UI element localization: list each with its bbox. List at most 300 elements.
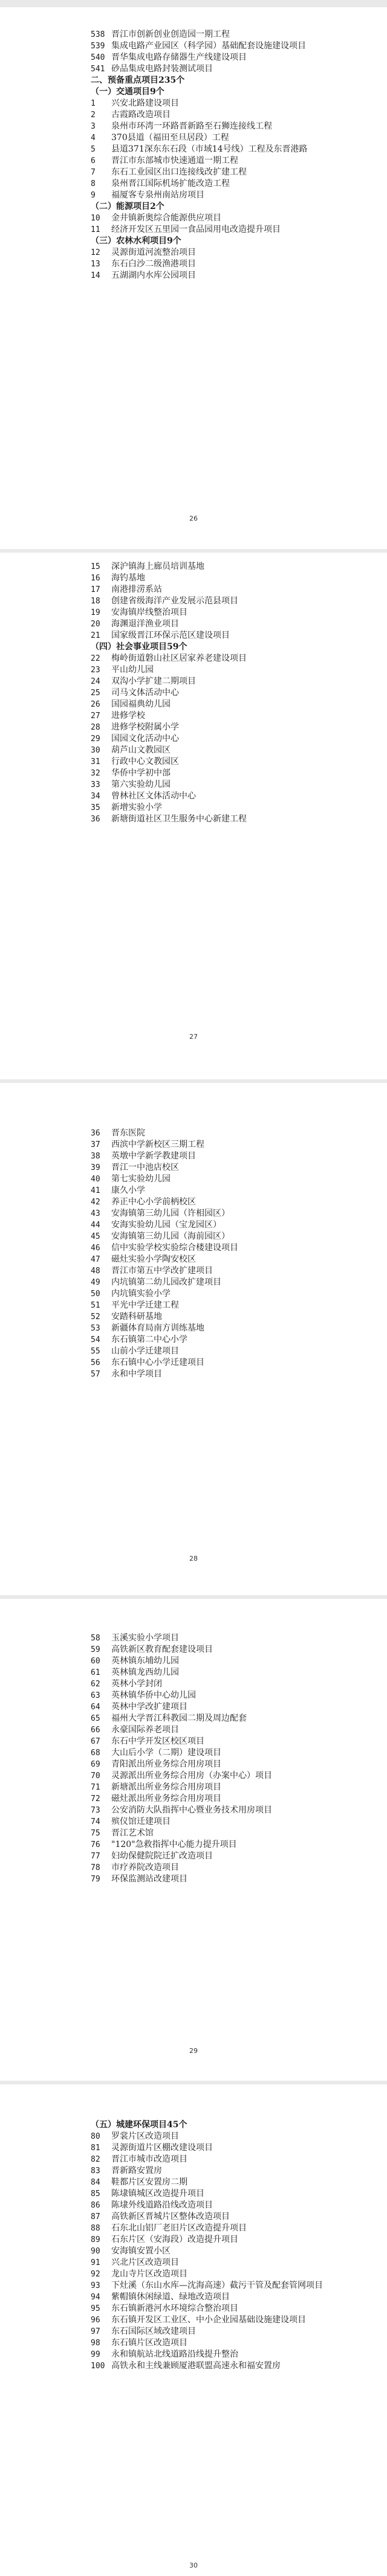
item-text: 双沟小学扩建二期项目 <box>111 676 196 686</box>
document-page <box>0 553 387 1079</box>
list-item <box>91 1277 345 1288</box>
item-number: 90 <box>91 2247 100 2256</box>
list-item <box>91 1346 345 1357</box>
list-item <box>91 1851 345 1862</box>
list-item <box>91 2360 345 2372</box>
item-text: 英林小学封闭 <box>111 1679 162 1689</box>
item-number: 59 <box>91 1645 100 1654</box>
list-item <box>91 1874 345 1885</box>
list-item <box>91 756 345 768</box>
item-number: 55 <box>91 1347 100 1356</box>
item-text: 英墩中学新学教建项目 <box>111 1151 196 1161</box>
list-item <box>91 1174 345 1185</box>
item-number: 49 <box>91 1278 100 1287</box>
item-number: 66 <box>91 1726 100 1735</box>
item-number: 11 <box>91 225 100 234</box>
item-number: 36 <box>91 1129 100 1138</box>
item-number: 70 <box>91 1771 100 1781</box>
item-number: 52 <box>91 1312 100 1322</box>
item-number: 539 <box>91 42 105 51</box>
item-text: 大山后小学（二期）建设项目 <box>111 1748 221 1758</box>
list-item <box>91 1300 345 1311</box>
item-number: 20 <box>91 620 100 629</box>
item-text: 第七实验幼儿园 <box>111 1174 171 1184</box>
list-item <box>91 1242 345 1254</box>
list-item <box>91 2337 345 2349</box>
list-item <box>91 178 345 190</box>
item-text: 东石镇新港河水环境综合整治项目 <box>111 2304 238 2313</box>
item-text: 海渊退洋渔业项目 <box>111 619 179 629</box>
item-number: 96 <box>91 2316 100 2325</box>
item-text: "120"急救指挥中心能力提升项目 <box>111 1840 237 1849</box>
list-item <box>91 1701 345 1713</box>
item-number: 82 <box>91 2155 100 2164</box>
item-text: 灵源街道片区棚改建设项目 <box>111 2143 213 2153</box>
list-item <box>91 2188 345 2200</box>
item-text: 南港排涝系站 <box>111 585 162 594</box>
item-text: 福州大学晋江科教园二期及周边配套 <box>111 1714 247 1723</box>
list-item <box>91 1254 345 1265</box>
list-item <box>91 561 345 573</box>
list-item <box>91 1805 345 1816</box>
item-number: 89 <box>91 2235 100 2244</box>
item-number: 91 <box>91 2258 100 2267</box>
item-number: 22 <box>91 654 100 663</box>
list-item <box>91 722 345 733</box>
list-item <box>91 109 345 121</box>
list-item <box>91 814 345 825</box>
section-heading <box>91 201 345 213</box>
item-text: 公安消防大队指挥中心暨业务技术用房项目 <box>111 1805 272 1815</box>
list-item <box>91 1644 345 1656</box>
page-number: 30 <box>189 2562 198 2569</box>
list-item <box>91 1839 345 1851</box>
list-item <box>91 1816 345 1828</box>
item-text: 平山幼儿园 <box>111 665 154 675</box>
item-number: 12 <box>91 248 100 257</box>
item-text: 晋华集成电路存储器生产线建设项目 <box>111 53 247 62</box>
list-item <box>91 2223 345 2234</box>
list-item <box>91 1162 345 1174</box>
item-text: 市疗养院改造项目 <box>111 1863 179 1872</box>
item-number: 15 <box>91 562 100 571</box>
list-item <box>91 1759 345 1770</box>
item-number: 24 <box>91 677 100 686</box>
item-text: 华侨中学初中部 <box>111 768 171 778</box>
item-number: 2 <box>91 111 96 120</box>
item-text: 县道371深东东石段（市域14号线）工程及东晋港路 <box>111 144 308 154</box>
item-text: 平光中学迁建工程 <box>111 1300 179 1310</box>
item-text: 高铁新区教育配套建设项目 <box>111 1645 213 1654</box>
item-text: 晋江艺术馆 <box>111 1828 154 1838</box>
item-text: 山前小学迁建项目 <box>111 1346 179 1356</box>
item-number: 100 <box>91 2362 105 2371</box>
list-item <box>91 2142 345 2154</box>
item-text: 罗裳片区改造项目 <box>111 2131 179 2141</box>
document-page <box>0 7 387 549</box>
list-item <box>91 1736 345 1747</box>
item-number: 73 <box>91 1806 100 1815</box>
item-number: 27 <box>91 711 100 721</box>
list-item <box>91 144 345 155</box>
item-text: 晋江市第五中学改扩建项目 <box>111 1266 213 1276</box>
item-number: 88 <box>91 2224 100 2233</box>
item-text: 内坑镇实验小学 <box>111 1289 171 1299</box>
item-number: 85 <box>91 2189 100 2199</box>
list-item <box>91 1747 345 1759</box>
item-number: 36 <box>91 815 100 824</box>
item-text: 英林镇东埔幼儿园 <box>111 1656 179 1666</box>
item-text: 陈埭镇城区改造提升项目 <box>111 2189 204 2199</box>
item-text: 新疆体育局南方训练基地 <box>111 1323 204 1333</box>
item-number: 46 <box>91 1244 100 1253</box>
item-text: 永和中学项目 <box>111 1369 162 1379</box>
item-number: 37 <box>91 1140 100 1149</box>
item-number: 77 <box>91 1852 100 1861</box>
item-number: 30 <box>91 746 100 755</box>
list-item <box>91 664 345 676</box>
list-item <box>91 121 345 132</box>
item-text: 紫帽镇休闲绿道、绿地改造项目 <box>111 2292 230 2302</box>
item-number: 7 <box>91 168 96 177</box>
list-item <box>91 167 345 178</box>
item-text: 梅岭街道磐山社区居家养老建设项目 <box>111 654 247 663</box>
item-number: 63 <box>91 1691 100 1700</box>
item-number: 92 <box>91 2270 100 2279</box>
list-item <box>91 1724 345 1736</box>
item-number: 87 <box>91 2212 100 2221</box>
item-text: 石东片区（安海段）改造提升项目 <box>111 2235 238 2244</box>
item-text: 鞋都片区安置房二期 <box>111 2177 187 2187</box>
item-number: 69 <box>91 1760 100 1769</box>
item-text: 晋江市东部城市快速通道一期工程 <box>111 156 238 165</box>
list-item <box>91 687 345 699</box>
item-text: 晋江市创新创业创造园一期工程 <box>111 30 230 39</box>
list-item <box>91 2314 345 2326</box>
item-number: 13 <box>91 260 100 269</box>
item-text: 环保监测站改建项目 <box>111 1874 187 1884</box>
item-number: 5 <box>91 145 96 154</box>
list-item <box>91 2200 345 2211</box>
item-text: 磁灶实验小学陶安校区 <box>111 1254 196 1264</box>
item-number: 48 <box>91 1267 100 1276</box>
item-number: 60 <box>91 1657 100 1666</box>
list-item <box>91 2280 345 2292</box>
item-number: 40 <box>91 1175 100 1184</box>
item-number: 25 <box>91 689 100 698</box>
item-text: 泉州市环湾一环路晋新路至石狮连接线工程 <box>111 121 272 131</box>
item-text: 泉州晋江国际机场扩能改造工程 <box>111 179 230 188</box>
item-number: 56 <box>91 1358 100 1367</box>
item-text: 龙山寺片区改造项目 <box>111 2269 187 2279</box>
item-text: 经济开发区五里园一食品园用电改造提升项目 <box>111 225 281 234</box>
item-number: 35 <box>91 803 100 812</box>
item-number: 99 <box>91 2350 100 2359</box>
item-text: 磁灶派出所业务综合用房项目 <box>111 1794 221 1804</box>
list-item <box>91 1678 345 1690</box>
item-text: 创建省级海洋产业发展示范县项目 <box>111 596 238 606</box>
list-item <box>91 710 345 722</box>
item-text: 安海镇第三幼儿园（海前园区） <box>111 1232 230 1241</box>
item-number: 9 <box>91 191 96 200</box>
item-text: 行政中心文教园区 <box>111 757 179 766</box>
list-item <box>91 1667 345 1678</box>
list-item <box>91 768 345 779</box>
item-number: 19 <box>91 608 100 617</box>
list-item <box>91 779 345 791</box>
item-number: 10 <box>91 214 100 223</box>
list-item <box>91 1690 345 1701</box>
list-item <box>91 132 345 144</box>
section-heading-text: （五）城建环保项目45个 <box>91 2120 187 2130</box>
item-text: 深沪镇海上廊员培训基地 <box>111 562 204 571</box>
list-item <box>91 699 345 710</box>
item-number: 33 <box>91 780 100 789</box>
item-number: 84 <box>91 2178 100 2187</box>
item-number: 38 <box>91 1152 100 1161</box>
list-item <box>91 1311 345 1323</box>
list-item <box>91 2246 345 2257</box>
list-item <box>91 573 345 584</box>
list-item <box>91 607 345 618</box>
item-text: 进修学校附属小学 <box>111 722 179 732</box>
list-item <box>91 2234 345 2246</box>
item-number: 29 <box>91 734 100 744</box>
list-item <box>91 1151 345 1162</box>
item-text: 进修学校 <box>111 711 145 721</box>
item-text: 石东北山铝厂老旧片区改造提升项目 <box>111 2223 247 2233</box>
item-text: 英林中学改扩建项目 <box>111 1702 187 1712</box>
list-item <box>91 1265 345 1277</box>
item-number: 62 <box>91 1680 100 1689</box>
page-number: 27 <box>189 1033 198 1041</box>
item-number: 42 <box>91 1198 100 1207</box>
section-heading-text: （二）能源项目2个 <box>91 202 164 211</box>
section-heading-text: 二、预备重点项目235个 <box>91 75 185 85</box>
item-text: 西滨中学新校区三期工程 <box>111 1140 204 1149</box>
list-item <box>91 259 345 270</box>
list-item <box>91 1139 345 1151</box>
list-item <box>91 247 345 259</box>
list-item <box>91 1323 345 1334</box>
item-number: 6 <box>91 156 96 165</box>
document-page <box>0 1083 387 1595</box>
item-number: 61 <box>91 1668 100 1677</box>
item-number: 51 <box>91 1301 100 1310</box>
item-text: 永和镇航站北线道路沿线提升整治 <box>111 2350 238 2359</box>
item-text: 司马文体活动中心 <box>111 688 179 698</box>
item-text: 海钓基地 <box>111 573 145 583</box>
item-text: 集成电路产业园区（科学园）基础配套设施建设项目 <box>111 41 306 51</box>
item-text: 晋江市城市改造项目 <box>111 2154 187 2164</box>
item-text: 安海镇第三幼儿园（许相园区） <box>111 1209 230 1218</box>
item-number: 14 <box>91 271 100 280</box>
section-heading <box>91 75 345 86</box>
item-text: 康久小学 <box>111 1186 145 1195</box>
item-number: 41 <box>91 1186 100 1195</box>
item-text: 新增实验小学 <box>111 803 162 812</box>
list-item <box>91 1357 345 1369</box>
section-heading <box>91 86 345 98</box>
list-item <box>91 745 345 756</box>
list-item <box>91 1288 345 1300</box>
item-text: 安海镇安置小区 <box>111 2246 171 2256</box>
list-item <box>91 802 345 814</box>
list-item <box>91 2131 345 2142</box>
list-item <box>91 2292 345 2303</box>
item-number: 86 <box>91 2201 100 2210</box>
item-text: 内坑镇第二幼儿园改扩建项目 <box>111 1277 221 1287</box>
item-number: 4 <box>91 133 96 143</box>
list-item <box>91 2303 345 2314</box>
item-number: 58 <box>91 1634 100 1643</box>
item-number: 83 <box>91 2166 100 2176</box>
list-item <box>91 1185 345 1196</box>
list-item <box>91 791 345 802</box>
item-text: 晋东医院 <box>111 1128 145 1138</box>
item-text: 高铁永和主线兼顾厦港联盟高速永和福安置房 <box>111 2361 281 2371</box>
item-text: 晋江一中池店校区 <box>111 1163 179 1172</box>
item-number: 43 <box>91 1209 100 1218</box>
list-item <box>91 1334 345 1346</box>
item-number: 18 <box>91 597 100 606</box>
item-number: 72 <box>91 1794 100 1804</box>
item-text: 青阳派出所业务综合用房项目 <box>111 1759 221 1769</box>
item-number: 39 <box>91 1163 100 1172</box>
item-number: 23 <box>91 666 100 675</box>
item-text: 五湖湖内水库公园项目 <box>111 271 196 280</box>
item-text: 东石镇片区改造项目 <box>111 2338 187 2348</box>
item-number: 57 <box>91 1370 100 1379</box>
item-text: 信中实验学校实验综合楼建设项目 <box>111 1243 238 1253</box>
list-item <box>91 733 345 745</box>
item-text: 东石镇中心小学迁建项目 <box>111 1358 204 1367</box>
item-number: 28 <box>91 723 100 732</box>
item-text: 永豪国际养老项目 <box>111 1725 179 1735</box>
item-text: 下灶溪（东山水库—沈海高速）截污干管及配套管网项目 <box>111 2281 323 2290</box>
item-number: 32 <box>91 769 100 778</box>
page-number: 29 <box>189 2047 198 2055</box>
list-item <box>91 2177 345 2188</box>
list-item <box>91 1770 345 1782</box>
item-number: 44 <box>91 1221 100 1230</box>
list-item <box>91 1793 345 1805</box>
item-number: 94 <box>91 2293 100 2302</box>
list-item <box>91 63 345 75</box>
item-text: 高铁新区晋城片区整体改造项目 <box>111 2212 230 2221</box>
list-item <box>91 98 345 109</box>
section-heading-text: （一）交通项目9个 <box>91 87 164 97</box>
item-text: 国家级晋江环保示范区建设项目 <box>111 631 230 640</box>
item-number: 64 <box>91 1703 100 1712</box>
list-item <box>91 1713 345 1724</box>
list-item <box>91 2326 345 2337</box>
list-item <box>91 1862 345 1874</box>
list-item <box>91 224 345 236</box>
item-text: 东石镇第二中心小学 <box>111 1335 187 1344</box>
item-number: 97 <box>91 2327 100 2336</box>
item-text: 殡仪馆迁建项目 <box>111 1817 171 1826</box>
list-item <box>91 630 345 641</box>
item-number: 74 <box>91 1817 100 1826</box>
page-number: 28 <box>189 1555 198 1563</box>
item-number: 75 <box>91 1829 100 1838</box>
item-text: 新塘街道社区卫生服务中心新建工程 <box>111 814 247 824</box>
item-number: 79 <box>91 1875 100 1884</box>
item-number: 47 <box>91 1255 100 1264</box>
page-number: 26 <box>189 515 198 522</box>
list-item <box>91 270 345 281</box>
item-number: 31 <box>91 757 100 766</box>
list-item <box>91 653 345 664</box>
document-page <box>0 1599 387 2081</box>
item-text: 晋新路安置房 <box>111 2166 162 2176</box>
list-item <box>91 2349 345 2360</box>
item-text: 安海镇岸线整治项目 <box>111 608 187 617</box>
item-text: 金井镇新奥综合能源供应项目 <box>111 213 221 223</box>
item-text: 英林镇龙西幼儿园 <box>111 1668 179 1677</box>
section-heading <box>91 641 345 653</box>
item-number: 71 <box>91 1783 100 1792</box>
item-text: 安海实验幼儿园（宝龙园区） <box>111 1220 221 1230</box>
list-item <box>91 1633 345 1644</box>
item-text: 玉溪实验小学项目 <box>111 1633 179 1643</box>
section-heading-text: （三）农林水利项目9个 <box>91 236 181 246</box>
item-number: 34 <box>91 792 100 801</box>
item-number: 16 <box>91 574 100 583</box>
item-text: 妇幼保健院院迁扩改造项目 <box>111 1851 213 1861</box>
item-number: 541 <box>91 65 105 74</box>
list-item <box>91 1208 345 1219</box>
item-number: 80 <box>91 2132 100 2141</box>
item-text: 东石镇开发区工业区、中小企业园基础设施建设项目 <box>111 2315 306 2325</box>
item-text: 东石工业园区出口连接线改扩建工程 <box>111 167 247 177</box>
list-item <box>91 1782 345 1793</box>
item-text: 兴北片区改造项目 <box>111 2258 179 2267</box>
list-item <box>91 1219 345 1231</box>
item-number: 45 <box>91 1232 100 1241</box>
section-heading <box>91 2119 345 2131</box>
list-item <box>91 596 345 607</box>
list-item <box>91 584 345 596</box>
item-text: 福厦客专泉州南站房项目 <box>111 190 204 200</box>
list-item <box>91 2165 345 2177</box>
list-item <box>91 52 345 63</box>
item-text: 古霞路改造项目 <box>111 110 171 120</box>
item-number: 50 <box>91 1290 100 1299</box>
list-item <box>91 190 345 201</box>
list-item <box>91 2154 345 2165</box>
list-item <box>91 1196 345 1208</box>
list-item <box>91 1656 345 1667</box>
item-text: 灵源派出所业务综合用房（办案中心）项目 <box>111 1771 272 1781</box>
item-text: 东石白沙二级渔港项目 <box>111 259 196 269</box>
item-text: 国园文化活动中心 <box>111 734 179 744</box>
item-number: 54 <box>91 1335 100 1344</box>
item-number: 8 <box>91 179 96 188</box>
item-number: 26 <box>91 700 100 709</box>
item-text: 新塘派出所业务综合用房项目 <box>111 1782 221 1792</box>
list-item <box>91 1231 345 1242</box>
list-item <box>91 618 345 630</box>
item-text: 曾林社区文体活动中心 <box>111 791 196 801</box>
item-text: 灵源街道河流整治项目 <box>111 248 196 257</box>
item-number: 17 <box>91 585 100 594</box>
item-text: 第六实验幼儿园 <box>111 780 171 789</box>
item-text: 养正中心小学前柄校区 <box>111 1197 196 1207</box>
list-item <box>91 29 345 40</box>
section-heading <box>91 236 345 247</box>
